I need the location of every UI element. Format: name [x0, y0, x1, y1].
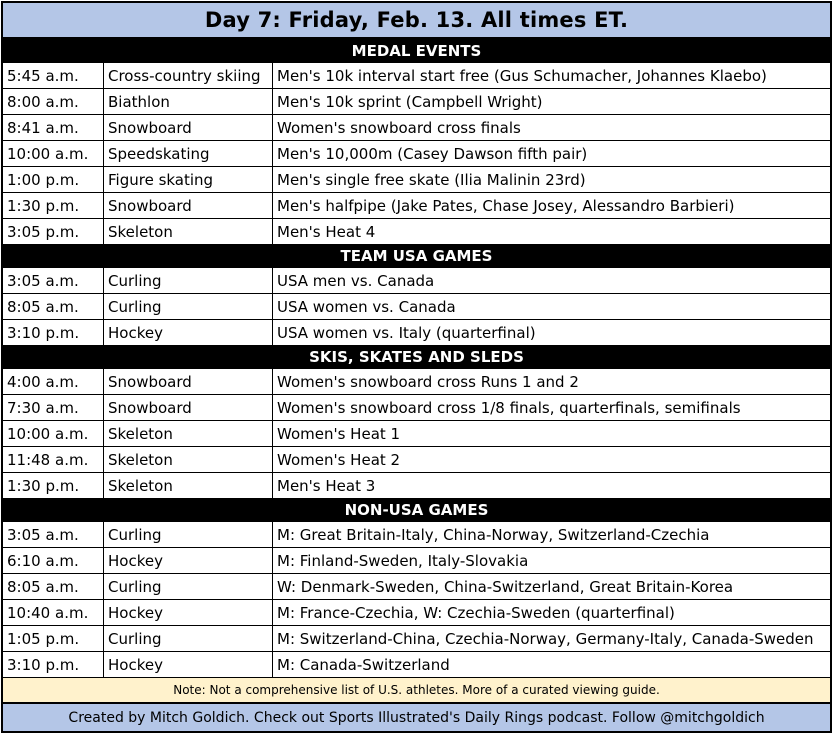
table-row [3, 522, 830, 548]
time-cell: 10:00 a.m. [3, 421, 104, 446]
event-cell: Women's Heat 2 [277, 450, 401, 469]
sport-cell: Hockey [104, 600, 273, 625]
time-cell: 10:40 a.m. [3, 600, 104, 625]
event-cell: M: Great Britain-Italy, China-Norway, Switzerland-Czechia [277, 525, 710, 544]
table-row [3, 626, 830, 652]
table-row [3, 320, 830, 345]
sport-cell: Snowboard [104, 395, 273, 420]
event-cell: W: Denmark-Sweden, China-Switzerland, Great Britain-Korea [277, 577, 734, 596]
sport-cell: Biathlon [104, 89, 273, 114]
sport-cell: Curling [104, 268, 273, 293]
event-cell: Women's snowboard cross 1/8 finals, quarterfinals, semifinals [277, 398, 741, 417]
section-rows [3, 268, 830, 345]
time-cell: 3:05 p.m. [3, 219, 104, 244]
time-cell: 1:00 p.m. [3, 167, 104, 192]
event-cell: M: Finland-Sweden, Italy-Slovakia [277, 551, 529, 570]
sport-cell: Curling [104, 522, 273, 547]
event-cell: Men's 10k interval start free (Gus Schumacher, Johannes Klaebo) [277, 66, 767, 85]
event-cell: M: France-Czechia, W: Czechia-Sweden (quarterfinal) [277, 603, 675, 622]
event-cell: Women's snowboard cross finals [277, 118, 521, 137]
sport-cell: Cross-country skiing [104, 63, 273, 88]
event-cell: USA women vs. Italy (quarterfinal) [277, 323, 536, 342]
sport-cell: Snowboard [104, 369, 273, 394]
sport-cell: Hockey [104, 320, 273, 345]
time-cell: 8:05 a.m. [3, 574, 104, 599]
time-cell: 8:00 a.m. [3, 89, 104, 114]
sport-cell: Curling [104, 294, 273, 319]
time-cell: 3:10 p.m. [3, 320, 104, 345]
time-cell: 3:10 p.m. [3, 652, 104, 677]
section-heading: MEDAL EVENTS [3, 39, 830, 63]
table-row [3, 421, 830, 447]
table-row [3, 63, 830, 89]
event-cell: Men's Heat 3 [277, 476, 376, 495]
sport-cell: Speedskating [104, 141, 273, 166]
table-row [3, 600, 830, 626]
event-cell: M: Canada-Switzerland [277, 655, 450, 674]
sport-cell: Skeleton [104, 473, 273, 498]
time-cell: 4:00 a.m. [3, 369, 104, 394]
section-rows [3, 522, 830, 677]
sport-cell: Skeleton [104, 219, 273, 244]
time-cell: 5:45 a.m. [3, 63, 104, 88]
event-cell: Men's halfpipe (Jake Pates, Chase Josey, Alessandro Barbieri) [277, 196, 735, 215]
note-banner: Note: Not a comprehensive list of U.S. athletes. More of a curated viewing guide. [3, 677, 830, 702]
sport-cell: Skeleton [104, 421, 273, 446]
event-cell: Men's single free skate (Ilia Malinin 23rd) [277, 170, 586, 189]
section-heading: NON-USA GAMES [3, 498, 830, 522]
table-row [3, 167, 830, 193]
section-rows [3, 369, 830, 498]
sport-cell: Hockey [104, 548, 273, 573]
time-cell: 10:00 a.m. [3, 141, 104, 166]
table-row [3, 652, 830, 677]
table-row [3, 193, 830, 219]
table-row [3, 473, 830, 498]
sport-cell: Snowboard [104, 193, 273, 218]
schedule-sheet [1, 1, 832, 733]
time-cell: 1:05 p.m. [3, 626, 104, 651]
table-row [3, 89, 830, 115]
table-row [3, 574, 830, 600]
table-row [3, 268, 830, 294]
table-row [3, 141, 830, 167]
event-cell: Men's Heat 4 [277, 222, 376, 241]
page-title: Day 7: Friday, Feb. 13. All times ET. [3, 3, 830, 39]
event-cell: Women's snowboard cross Runs 1 and 2 [277, 372, 579, 391]
time-cell: 7:30 a.m. [3, 395, 104, 420]
event-cell: M: Switzerland-China, Czechia-Norway, Germany-Italy, Canada-Sweden [277, 629, 814, 648]
time-cell: 8:41 a.m. [3, 115, 104, 140]
sport-cell: Snowboard [104, 115, 273, 140]
time-cell: 6:10 a.m. [3, 548, 104, 573]
schedule-sections [3, 39, 830, 677]
table-row [3, 219, 830, 244]
time-cell: 3:05 a.m. [3, 268, 104, 293]
table-row [3, 395, 830, 421]
event-cell: USA women vs. Canada [277, 297, 456, 316]
time-cell: 8:05 a.m. [3, 294, 104, 319]
credit-banner: Created by Mitch Goldich. Check out Sports Illustrated's Daily Rings podcast. Follow @mitchgoldich [3, 702, 830, 731]
section-rows [3, 63, 830, 244]
table-row [3, 447, 830, 473]
time-cell: 1:30 p.m. [3, 473, 104, 498]
event-cell: Men's 10k sprint (Campbell Wright) [277, 92, 543, 111]
time-cell: 11:48 a.m. [3, 447, 104, 472]
section-heading: SKIS, SKATES AND SLEDS [3, 345, 830, 369]
sport-cell: Figure skating [104, 167, 273, 192]
time-cell: 1:30 p.m. [3, 193, 104, 218]
sport-cell: Curling [104, 626, 273, 651]
table-row [3, 294, 830, 320]
event-cell: Men's 10,000m (Casey Dawson fifth pair) [277, 144, 588, 163]
sport-cell: Curling [104, 574, 273, 599]
event-cell: USA men vs. Canada [277, 271, 435, 290]
time-cell: 3:05 a.m. [3, 522, 104, 547]
table-row [3, 115, 830, 141]
sport-cell: Hockey [104, 652, 273, 677]
table-row [3, 369, 830, 395]
sport-cell: Skeleton [104, 447, 273, 472]
table-row [3, 548, 830, 574]
section-heading: TEAM USA GAMES [3, 244, 830, 268]
event-cell: Women's Heat 1 [277, 424, 401, 443]
